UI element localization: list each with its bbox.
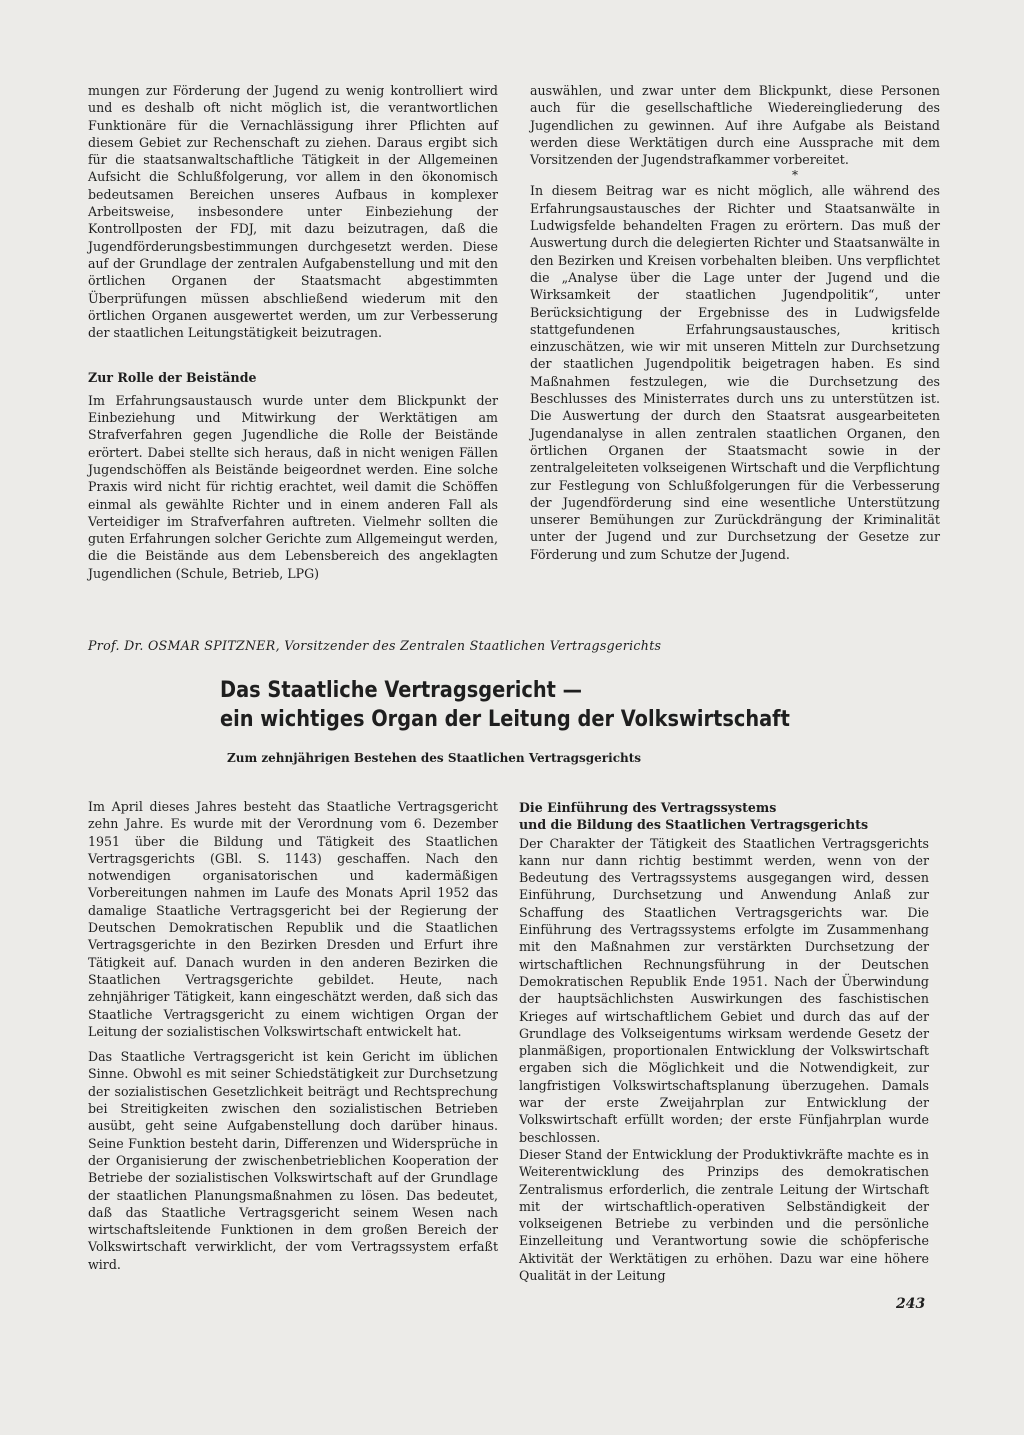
section-heading: Zur Rolle der Beistände bbox=[88, 370, 257, 386]
section-heading bbox=[519, 799, 929, 834]
author-byline: Prof. Dr. OSMAR SPITZNER, Vorsitzender des Zentralen Staatlichen Vertragsgerichts bbox=[88, 638, 662, 653]
body-paragraph: Das Staatliche Vertragsgericht ist kein Gericht im üblichen Sinne. Obwohl es mit seiner Schiedstätigkeit zur Durchsetzung der sozialistischen Gesetzlichkeit beiträgt und Rechtsprechung bei Streitigkeiten zwischen den sozialistischen Betrieben ausübt, geht seine Aufgabenstellung doch darüber hinaus. Seine Funktion besteht darin, Differenzen und Widersprüche in der Organisierung der zwischenbetrieblichen Kooperation der Betriebe der sozialistischen Volkswirtschaft auf der Grundlage der staatlichen Planungsmaßnahmen zu lösen. Das bedeutet, daß das Staatliche Vertragsgericht seinem Wesen nach wirtschaftsleitende Funktionen in dem großen Bereich der Volkswirtschaft verwirklicht, der vom Vertragssystem erfaßt wird. bbox=[88, 1049, 498, 1272]
body-paragraph: Im Erfahrungsaustausch wurde unter dem Blickpunkt der Einbeziehung und Mitwirkung der Werktätigen am Strafverfahren gegen Jugendliche die Rolle der Beistände erörtert. Dabei stellte sich heraus, daß in nicht wenigen Fällen Jugendschöffen als Beistände beigeordnet werden. Eine solche Praxis wird nicht für richtig erachtet, weil damit die Schöffen einmal als gewählte Richter und in einem anderen Fall als Verteidiger im Strafverfahren auftreten. Vielmehr sollten die guten Erfahrungen solcher Gerichte zum Allgemeingut werden, die die Beistände aus dem Lebensbereich des angeklagten Jugendlichen (Schule, Betrieb, LPG) bbox=[88, 392, 498, 581]
body-paragraph: mungen zur Förderung der Jugend zu wenig kontrolliert wird und es deshalb oft nicht möglich ist, die verantwortlichen Funktionäre für die Vernachlässigung ihrer Pflichten auf diesem Gebiet zur Rechenschaft zu ziehen. Daraus ergibt sich für die staatsanwaltschaftliche Tätigkeit in der Allgemeinen Aufsicht die Schlußfolgerung, vor allem in den ökonomisch bedeutsamen Bereichen unseres Aufbaus in komplexer Arbeitsweise, insbesondere unter Einbeziehung der Kontrollposten der FDJ, mit dazu beizutragen, daß die Jugendförderungsbestimmungen durchgesetzt werden. Diese auf der Grundlage der zentralen Aufgabenstellung und mit den örtlichen Organen der Staatsmacht abgestimmten Überprüfungen müssen abschließend wiederum mit den örtlichen Organen ausgewertet werden, um zur Verbesserung der staatlichen Leitungstätigkeit beizutragen. bbox=[88, 83, 498, 341]
body-paragraph: Im April dieses Jahres besteht das Staatliche Vertragsgericht zehn Jahre. Es wurde mit der Verordnung vom 6. Dezember 1951 über die Bildung und Tätigkeit des Staatlichen Vertragsgerichts (GBl. S. 1143) geschaffen. Nach den notwendigen organisatorischen und kadermäßigen Vorbereitungen nahmen im Laufe des Monats April 1952 das damalige Staatliche Vertragsgericht bei der Regierung der Deutschen Demokratischen Republik und die Staatlichen Vertragsgerichte in den Bezirken Dresden und Erfurt ihre Tätigkeit auf. Danach wurden in den anderen Bezirken die Staatlichen Vertragsgerichte gebildet. Heute, nach zehnjähriger Tätigkeit, kann eingeschätzt werden, daß sich das Staatliche Vertragsgericht zu einem wichtigen Organ der Leitung der sozialistischen Volkswirtschaft entwickelt hat. bbox=[88, 799, 498, 1039]
body-paragraph: Der Charakter der Tätigkeit des Staatlichen Vertragsgerichts kann nur dann richtig bestimmt werden, wenn von der Bedeutung des Vertragssystems ausgegangen wird, dessen Einführung, Durchsetzung und Anwendung Anlaß zur Schaffung des Staatlichen Vertragsgerichts war. Die Einführung des Vertragssystems erfolgte im Zusammenhang mit den Maßnahmen zur verstärkten Durchsetzung der wirtschaftlichen Rechnungsführung in der Deutschen Demokratischen Republik Ende 1951. Nach der Überwindung der hauptsächlichsten Auswirkungen des faschistischen Krieges auf wirtschaftlichem Gebiet und durch das auf der Grundlage des Volkseigentums wirksam werdende Gesetz der planmäßigen, proportionalen Entwicklung der Volkswirtschaft ergaben sich die Möglichkeit und die Notwendigkeit, zur langfristigen Volkswirtschaftsplanung überzugehen. Damals war der erste Zweijahrplan zur Entwicklung der Volkswirtschaft erfüllt worden; der erste Fünfjahrplan wurde beschlossen. bbox=[519, 835, 929, 1145]
article-title bbox=[220, 676, 836, 734]
bottom-left-column bbox=[88, 798, 498, 1273]
body-paragraph: auswählen, und zwar unter dem Blickpunkt, diese Personen auch für die gesellschaftliche Wiedereingliederung des Jugendlichen zu gewinnen. Auf ihre Aufgabe als Beistand werden diese Werktätigen durch eine Aussprache mit dem Vorsitzenden der Jugendstrafkammer vorbereitet. bbox=[530, 83, 940, 168]
body-paragraph: Dieser Stand der Entwicklung der Produktivkräfte machte es in Weiterentwicklung des Prinzips des demokratischen Zentralismus erforderlich, die zentrale Leitung der Wirtschaft mit der wirtschaftlich-operativen Selbständigkeit der volkseigenen Betriebe zu verbinden und die persönliche Einzelleitung und Verantwortung sowie die schöpferische Aktivität der Werktätigen zu erhöhen. Dazu war eine höhere Qualität in der Leitung bbox=[519, 1146, 929, 1284]
body-paragraph: In diesem Beitrag war es nicht möglich, alle während des Erfahrungsaustausches der Richter und Staatsanwälte in Ludwigsfelde behandelten Fragen zu erörtern. Das muß der Auswertung durch die delegierten Richter und Staatsanwälte in den Bezirken und Kreisen vorbehalten bleiben. Uns verpflichtet die „Analyse über die Lage unter der Jugend und die Wirksamkeit der staatlichen Jugendpolitik“, unter Berücksichtigung der Ergebnisse des in Ludwigsfelde stattgefundenen Erfahrungsaustausches, kritisch einzuschätzen, wie wir mit unseren Mitteln zur Durchsetzung der staatlichen Jugendpolitik beigetragen haben. Es sind Maßnahmen festzulegen, wie die Durchsetzung des Beschlusses des Ministerrates durch uns zu unterstützen ist. Die Auswertung der durch den Staatsrat ausgearbeiteten Jugendanalyse in allen zentralen staatlichen Organen, den örtlichen Organen der Staatsmacht sowie in der zentralgeleiteten volkseigenen Wirtschaft und die Verpflichtung zur Festlegung von Schlußfolgerungen für die Verbesserung der Jugendförderung sind eine wesentliche Unterstützung unserer Bemühungen zur Zurückdrängung der Kriminalität unter der Jugend und zur Durchsetzung der Gesetze zur Förderung und zum Schutze der Jugend. bbox=[530, 183, 940, 562]
section-separator: * bbox=[792, 168, 798, 183]
article-subtitle: Zum zehnjährigen Bestehen des Staatlichen Vertragsgerichts bbox=[227, 751, 642, 765]
top-left-column bbox=[88, 82, 498, 582]
title-line-1: Das Staatliche Vertragsgericht — bbox=[220, 678, 583, 703]
section-heading-line-1: Die Einführung des Vertragssystems bbox=[519, 800, 777, 815]
section-heading-line-2: und die Bildung des Staatlichen Vertragsgerichts bbox=[519, 817, 869, 833]
page-number: 243 bbox=[896, 1296, 926, 1312]
top-right-column bbox=[530, 82, 940, 563]
bottom-right-column bbox=[519, 799, 929, 1284]
title-line-2: ein wichtiges Organ der Leitung der Volkswirtschaft bbox=[220, 707, 790, 732]
